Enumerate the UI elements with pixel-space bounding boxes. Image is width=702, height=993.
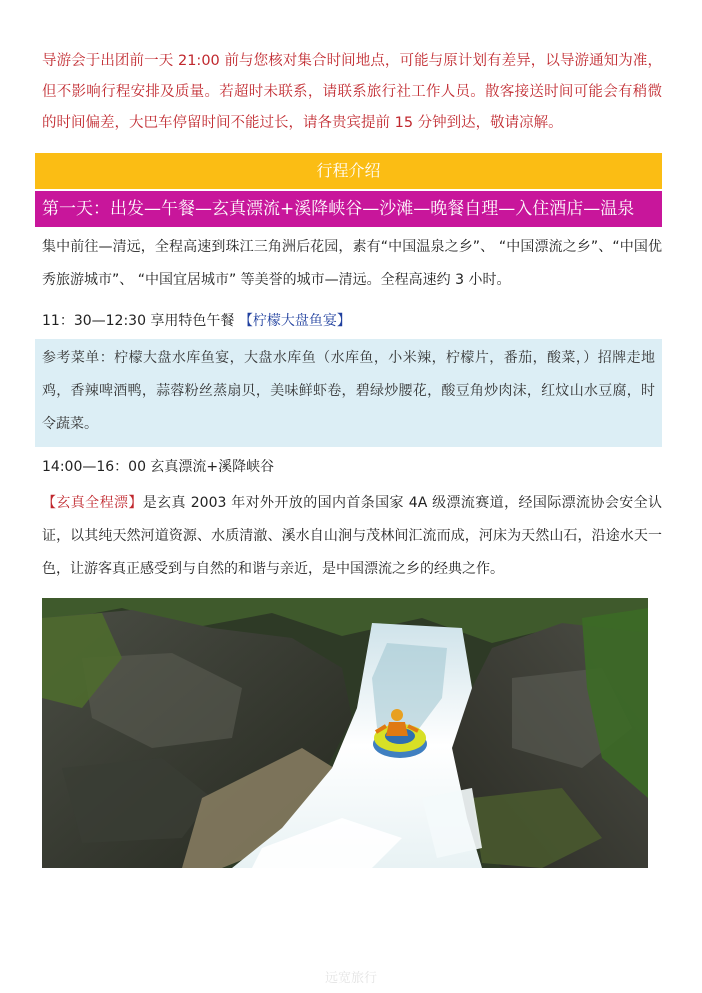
- day1-intro-paragraph: 集中前往—清远，全程高速到珠江三角洲后花园，素有“中国温泉之乡”、 “中国漂流之乡”、“中国优秀旅游城市”、 “中国宜居城市” 等美誉的城市—清远。全程高速约 3 小时。: [42, 239, 662, 288]
- lunch-line: [42, 305, 662, 338]
- menu-box: [35, 339, 662, 447]
- rafting-photo-illustration: [42, 598, 648, 868]
- menu-text: 参考菜单：柠檬大盘水库鱼宴，大盘水库鱼（水库鱼，小米辣，柠檬片，番茄，酸菜，）招牌走地鸡，香辣啤酒鸭，蒜蓉粉丝蒸扇贝，美味鲜虾卷，碧绿炒腰花，酸豆角炒肉沫，红炆山水豆腐，时令蔬菜。: [42, 350, 655, 432]
- rafting-photo: [42, 598, 648, 868]
- rafting-description-text: 是玄真 2003 年对外开放的国内首条国家 4A 级漂流赛道，经国际漂流协会安全认证，以其纯天然河道资源、水质清澈、溪水自山涧与茂林间汇流而成，河床为天然山石，沿途水天一色，让游客真正感受到与自然的和谐与亲近，是中国漂流之乡的经典之作。: [42, 495, 662, 577]
- lunch-name: 【柠檬大盘鱼宴】: [238, 313, 351, 329]
- lunch-time: 11：30—12:30 享用特色午餐: [42, 313, 235, 329]
- section-title-banner: 行程介绍: [35, 153, 662, 189]
- notice-paragraph: 导游会于出团前一天 21:00 前与您核对集合时间地点，可能与原计划有差异，以导游通知为准， 但不影响行程安排及质量。若超时未联系，请联系旅行社工作人员。散客接送时间可能会有稍微的时间偏差，大巴车停留时间不能过长，请各贵宾提前 15 分钟到达，敬请凉解。: [42, 53, 662, 131]
- rafting-time-line: 14:00—16：00 玄真漂流+溪降峡谷: [42, 459, 275, 475]
- day1-title-banner: 第一天：出发—午餐—玄真漂流+溪降峡谷—沙滩—晚餐自理—入住酒店—温泉: [35, 191, 662, 227]
- watermark: 远宽旅行: [324, 971, 377, 986]
- rafting-description: [42, 487, 662, 586]
- rafting-tag: 【玄真全程漂】: [42, 495, 143, 511]
